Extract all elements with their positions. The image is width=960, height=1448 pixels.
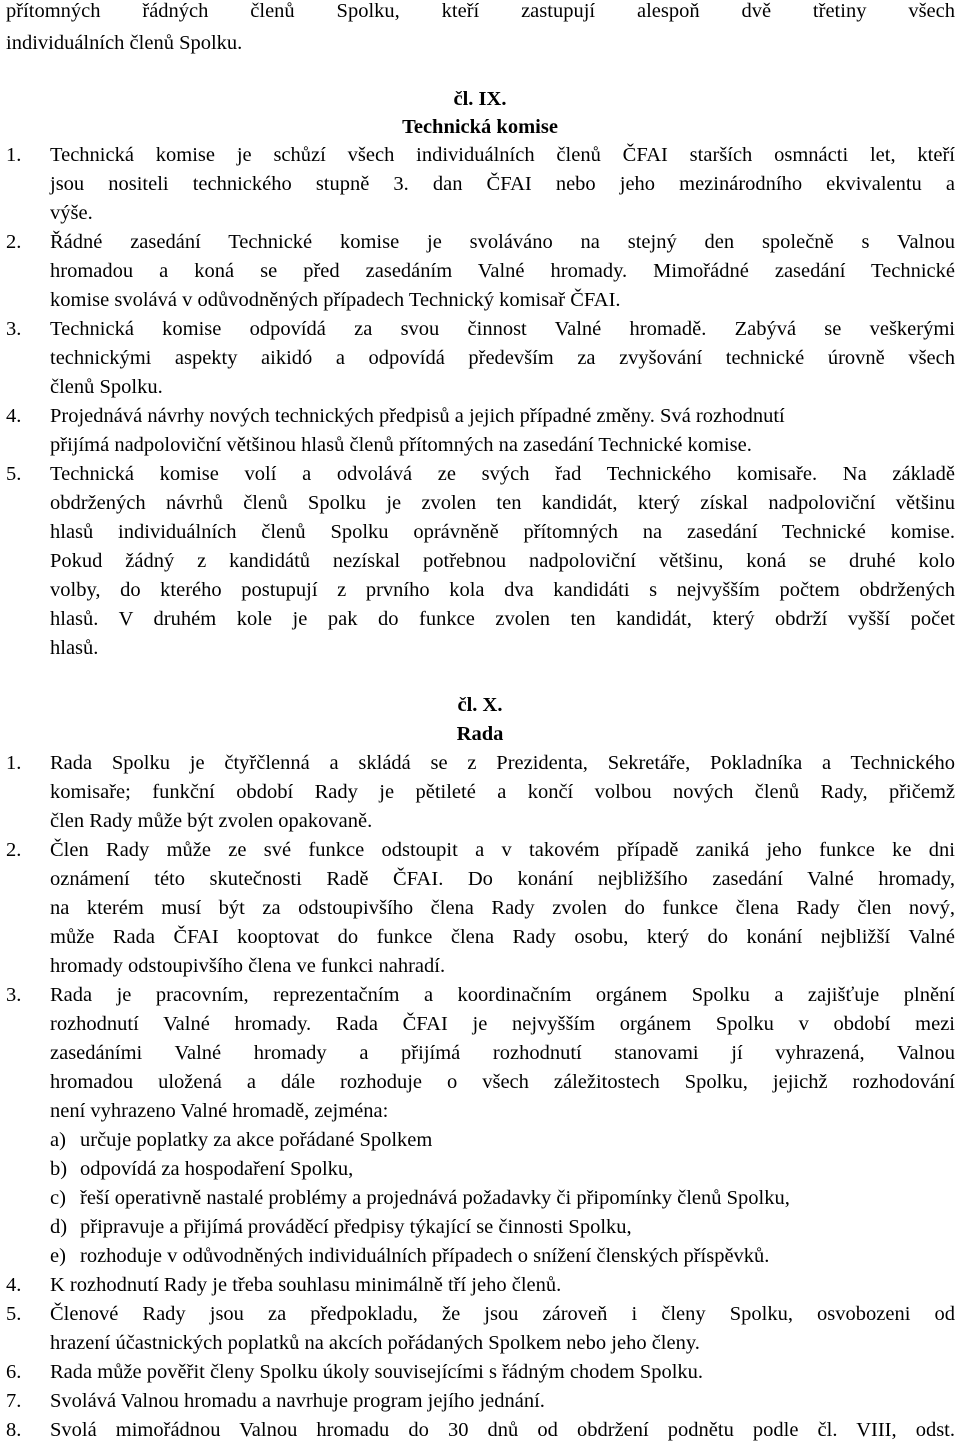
section-9-item-5-line: Pokud žádný z kandidátů nezískal potřebnou nadpoloviční většinu, koná se druhé kolo xyxy=(50,550,955,572)
section-10-item-1-line: člen Rady může být zvolen opakovaně. xyxy=(50,810,373,832)
section-9-item-5-line: hlasů. V druhém kole je pak do funkce zvolen ten kandidát, který obdrží vyšší počet xyxy=(50,608,955,630)
section-10-item-4-line: K rozhodnutí Rady je třeba souhlasu minimálně tří jeho členů. xyxy=(50,1274,562,1296)
section-10-item-3-line: Rada je pracovním, reprezentačním a koordinačním orgánem Spolku a zajišťuje plnění xyxy=(50,984,955,1006)
section-10-item-2-line: může Rada ČFAI kooptovat do funkce člena Rady osobu, který do konání nejbližší Valné xyxy=(50,926,955,948)
sub-item-c-label: c) xyxy=(50,1187,66,1209)
section-9-item-5-line: obdržených návrhů členů Spolku je zvolen ten kandidát, který získal nadpoloviční většinu xyxy=(50,492,955,514)
sub-item-d-text: připravuje a přijímá prováděcí předpisy týkající se činnosti Spolku, xyxy=(80,1216,632,1238)
section-10-item-5-line: Členové Rady jsou za předpokladu, že jsou zároveň i členy Spolku, osvobozeni od xyxy=(50,1303,955,1325)
section-10-item-1-number: 1. xyxy=(6,752,22,774)
sub-item-a-text: určuje poplatky za akce pořádané Spolkem xyxy=(80,1129,433,1151)
sub-item-d-label: d) xyxy=(50,1216,68,1238)
section-10-item-3-line: hromadou uložená a dále rozhoduje o všech záležitostech Spolku, jejichž rozhodování xyxy=(50,1071,955,1093)
section-9-item-3-number: 3. xyxy=(6,318,22,340)
section-10-item-5-line: hrazení účastnických poplatků na akcích pořádaných Spolkem nebo jeho členy. xyxy=(50,1332,700,1354)
section-10-item-6-number: 6. xyxy=(6,1361,22,1383)
section-10-item-2-line: hromady odstoupivšího člena ve funkci nahradí. xyxy=(50,955,446,977)
section-9-item-3-line: technickými aspekty aikidó a odpovídá především za zvyšování technické úrovně všech xyxy=(50,347,955,369)
section-10-item-2-line: na kterém musí být za odstoupivšího člena Rady zvolen do funkce člena Rady člen nový, xyxy=(50,897,955,919)
sub-item-a-label: a) xyxy=(50,1129,66,1151)
sub-item-b-label: b) xyxy=(50,1158,68,1180)
section-10-item-7-line: Svolává Valnou hromadu a navrhuje program jejího jednání. xyxy=(50,1390,545,1412)
section-9-item-5-line: Technická komise volí a odvolává ze svých řad Technického komisaře. Na základě xyxy=(50,463,955,485)
section-9-item-2-line: komise svolává v odůvodněných případech Technický komisař ČFAI. xyxy=(50,289,621,311)
section-10-item-1-line: Rada Spolku je čtyřčlenná a skládá se z Prezidenta, Sekretáře, Pokladníka a Technického xyxy=(50,752,955,774)
section-9-item-2-line: Řádné zasedání Technické komise je svoláváno na stejný den společně s Valnou xyxy=(50,231,955,253)
section-10-item-3-line: zasedáními Valné hromady a přijímá rozhodnutí stanovami jí vyhrazená, Valnou xyxy=(50,1042,955,1064)
section-10-item-8-line: Svolá mimořádnou Valnou hromadu do 30 dnů od obdržení podnětu podle čl. VIII, odst. xyxy=(50,1419,955,1441)
section-9-number: čl. IX. xyxy=(453,88,507,110)
section-10-item-4-number: 4. xyxy=(6,1274,22,1296)
section-10-item-2-number: 2. xyxy=(6,839,22,861)
sub-item-e-label: e) xyxy=(50,1245,66,1267)
section-9-item-1-number: 1. xyxy=(6,144,22,166)
section-9-item-5-line: hlasů individuálních členů Spolku oprávněně přítomných na zasedání Technické komise. xyxy=(50,521,955,543)
section-9-item-5-line: volby, do kterého postupují z prvního kola dva kandidáti s nejvyšším počtem obdržených xyxy=(50,579,955,601)
section-10-item-3-number: 3. xyxy=(6,984,22,1006)
sub-item-e-text: rozhoduje v odůvodněných individuálních případech o snížení členských příspěvků. xyxy=(80,1245,770,1267)
section-10-title: Rada xyxy=(456,723,504,745)
section-9-item-5-number: 5. xyxy=(6,463,22,485)
intro-line-2: individuálních členů Spolku. xyxy=(6,32,243,54)
section-9-item-1-line: výše. xyxy=(50,202,93,224)
section-9-item-4-line: přijímá nadpoloviční většinou hlasů členů přítomných na zasedání Technické komise. xyxy=(50,434,752,456)
section-9-item-4-line: Projednává návrhy nových technických předpisů a jejich případné změny. Svá rozhodnutí xyxy=(50,405,785,427)
section-9-title: Technická komise xyxy=(402,116,558,138)
sub-item-c-text: řeší operativně nastalé problémy a projednává požadavky či připomínky členů Spolku, xyxy=(80,1187,790,1209)
section-9-item-3-line: členů Spolku. xyxy=(50,376,163,398)
section-9-item-2-line: hromadou a koná se před zasedáním Valné hromady. Mimořádné zasedání Technické xyxy=(50,260,955,282)
section-10-number: čl. X. xyxy=(457,694,503,716)
section-10-item-5-number: 5. xyxy=(6,1303,22,1325)
section-9-item-5-line: hlasů. xyxy=(50,637,99,659)
section-9-item-1-line: jsou nositeli technického stupně 3. dan ČFAI nebo jeho mezinárodního ekvivalentu a xyxy=(50,173,955,195)
section-10-item-7-number: 7. xyxy=(6,1390,22,1412)
intro-line-1: přítomných řádných členů Spolku, kteří zastupují alespoň dvě třetiny všech xyxy=(6,0,955,22)
section-10-item-2-line: oznámení této skutečnosti Radě ČFAI. Do konání nejbližšího zasedání Valné hromady, xyxy=(50,868,955,890)
sub-item-b-text: odpovídá za hospodaření Spolku, xyxy=(80,1158,354,1180)
section-9-item-2-number: 2. xyxy=(6,231,22,253)
section-9-item-4-number: 4. xyxy=(6,405,22,427)
section-10-item-8-number: 8. xyxy=(6,1419,22,1441)
section-10-item-1-line: komisaře; funkční období Rady je pětileté a končí volbou nových členů Rady, přičemž xyxy=(50,781,955,803)
section-10-item-6-line: Rada může pověřit členy Spolku úkoly souvisejícími s řádným chodem Spolku. xyxy=(50,1361,704,1383)
section-9-item-1-line: Technická komise je schůzí všech individuálních členů ČFAI starších osmnácti let, kteří xyxy=(50,144,955,166)
section-10-item-3-line: rozhodnutí Valné hromady. Rada ČFAI je nejvyšším orgánem Spolku v období mezi xyxy=(50,1013,955,1035)
section-10-item-3-line: není vyhrazeno Valné hromadě, zejména: xyxy=(50,1100,389,1122)
section-9-item-3-line: Technická komise odpovídá za svou činnost Valné hromadě. Zabývá se veškerými xyxy=(50,318,955,340)
section-10-item-2-line: Člen Rady může ze své funkce odstoupit a v takovém případě zaniká jeho funkce ke dni xyxy=(50,839,955,861)
